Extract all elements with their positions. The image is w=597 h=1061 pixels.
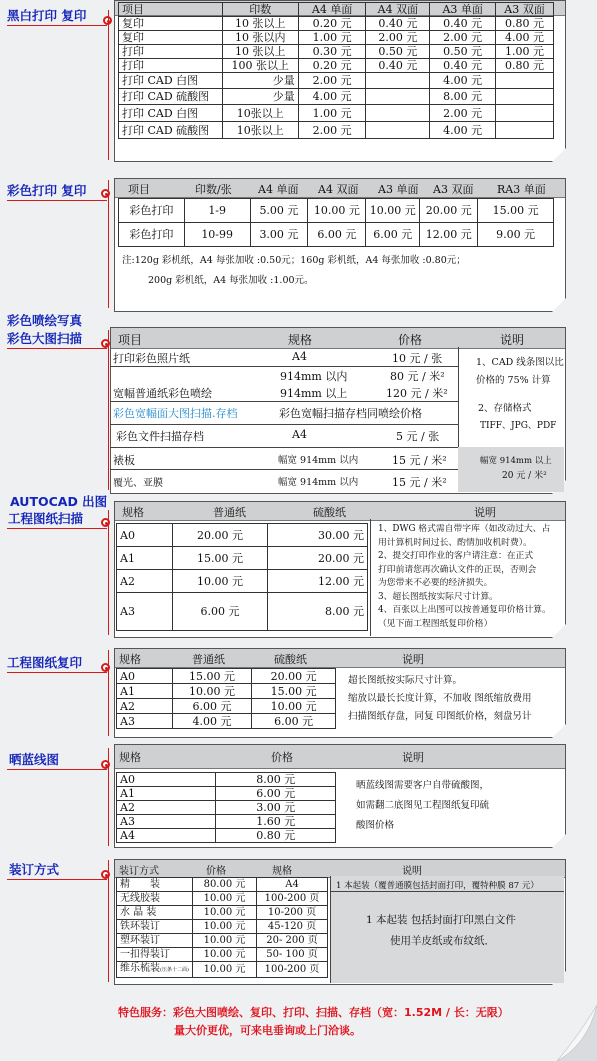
note-line: 用计算机时间过长、酌情加收机时费）。: [378, 537, 532, 548]
title-underline: [7, 348, 107, 349]
inkjet-price: 80 元 / 米²: [390, 370, 445, 383]
table-row: [117, 773, 336, 787]
cell: 1.60 元: [216, 815, 336, 829]
col-header: A4 双面: [318, 183, 359, 196]
col-header: 规格: [122, 506, 144, 519]
cell: 0.80 元: [496, 17, 554, 31]
inkjet-price: 15 元 / 米²: [392, 454, 447, 467]
cell: 10张以上: [222, 122, 298, 139]
divider: [108, 650, 109, 736]
col-header: 规格: [119, 653, 141, 666]
cell: 2.00 元: [430, 105, 496, 122]
cell: 0.40 元: [430, 17, 496, 31]
inkjet-desc: 1、CAD 线条图以比: [476, 357, 564, 368]
table-row: [119, 223, 554, 247]
divider: [108, 510, 109, 635]
binding-note: 1 本起装 包括封面打印黑白文件: [366, 914, 516, 926]
cell: A2: [117, 570, 173, 593]
cell: 9.00 元: [478, 223, 554, 247]
cell: 15.00 元: [252, 684, 336, 699]
col-header: 价格: [398, 333, 423, 347]
table-row: [117, 878, 328, 892]
cell: 塑环装订: [117, 934, 193, 948]
table-row: [117, 547, 368, 570]
cell: 1.00 元: [298, 31, 366, 45]
color-paper-note: 注:120g 彩机纸，A4 每张加收 :0.50元；160g 彩机纸，A4 每张加收 :0.80元；: [122, 255, 466, 266]
table-row: [117, 892, 328, 906]
inkjet-item: 打印彩色照片纸: [113, 352, 190, 365]
cell: 水 晶 装: [117, 906, 193, 920]
cell: 打印: [119, 59, 223, 73]
cell: 10.00 元: [192, 892, 256, 906]
table-row: [117, 699, 336, 714]
cell: 0.80 元: [216, 829, 336, 843]
cell: 100-200 页: [257, 892, 328, 906]
col-header: A3 双面: [496, 3, 554, 17]
cell: 0.30 元: [298, 45, 366, 59]
note-line: 2、提交打印作业的客户请注意：在正式: [378, 551, 534, 561]
color-price-table: [118, 198, 554, 247]
divider: [108, 330, 109, 490]
cell: 4.00 元: [298, 89, 366, 105]
cell: 12.00 元: [420, 223, 478, 247]
cell: 精 装: [117, 878, 193, 892]
section-title-eng-copy: 工程图纸复印: [7, 655, 83, 670]
cell: A1: [117, 547, 173, 570]
cell: 0.50 元: [366, 45, 430, 59]
cell: 0.40 元: [366, 59, 430, 73]
eng-copy-notes: [348, 672, 532, 726]
section-title-blueprint: 晒蓝线图: [9, 752, 60, 767]
cell: [366, 89, 430, 105]
col-divider: [370, 519, 371, 636]
inkjet-desc: 20 元 / 米²: [502, 471, 547, 481]
inkjet-desc: 幅宽 914mm 以上: [480, 456, 552, 466]
col-header: A3 双面: [433, 183, 474, 196]
inkjet-item: 裱板: [113, 454, 135, 467]
inkjet-price: 10 元 / 张: [392, 352, 443, 365]
cell: 彩色打印: [119, 199, 185, 223]
col-header: 硫酸纸: [313, 506, 346, 519]
cell: 10 张以内: [222, 31, 298, 45]
cell: 打印 CAD 硫酸图: [119, 122, 223, 139]
cell: A0: [117, 669, 173, 684]
inkjet-spec: 914mm 以内: [280, 370, 348, 383]
cell: 8.00 元: [430, 89, 496, 105]
section-title-binding: 装订方式: [9, 862, 60, 877]
cell: 100-200 页: [257, 962, 328, 978]
cell: 铁环装订: [117, 920, 193, 934]
cell: 8.00 元: [268, 593, 368, 631]
cell: 打印 CAD 白图: [119, 73, 223, 89]
cell: [496, 89, 554, 105]
cell: 3.00 元: [216, 801, 336, 815]
cell: 50- 100 页: [257, 948, 328, 962]
col-header: 项目: [128, 183, 150, 196]
eng-copy-table: [116, 668, 336, 729]
autocad-price-table: [116, 523, 368, 631]
cell: [496, 105, 554, 122]
cell: 10.00 元: [172, 684, 252, 699]
cell: 20.00 元: [420, 199, 478, 223]
inkjet-item: 宽幅普通纸彩色喷绘: [113, 387, 212, 400]
row-divider: [110, 424, 458, 425]
cell: 0.40 元: [366, 17, 430, 31]
inkjet-desc: 价格的 75% 计算: [476, 375, 551, 386]
inkjet-spec: 幅宽 914mm 以内: [278, 455, 359, 466]
table-header-row: [119, 3, 554, 17]
inkjet-item: 彩色文件扫描存档: [116, 430, 204, 443]
cell: 10-200 页: [257, 906, 328, 920]
cell: 6.00 元: [172, 699, 252, 714]
note-line: 扫描图纸存盘，同复 印图纸价格，刻盘另计: [348, 711, 532, 722]
inkjet-spec: 彩色宽幅扫描存档同喷绘价格: [279, 407, 422, 420]
col-header: 普通纸: [213, 506, 246, 519]
note-line: 超长图纸按实际尺寸计算。: [348, 675, 463, 686]
cell: 10.00 元: [252, 699, 336, 714]
cell: 一扣得装订: [117, 948, 193, 962]
cell: 15.00 元: [172, 547, 268, 570]
cell: 打印: [119, 45, 223, 59]
row-divider: [110, 401, 458, 402]
table-row: [119, 45, 554, 59]
col-header: A3 单面: [430, 3, 496, 17]
cell: 10.00 元: [192, 962, 256, 978]
cell: 10.00 元: [172, 570, 268, 593]
cell: 20.00 元: [268, 547, 368, 570]
col-header: 项目: [118, 333, 143, 347]
cell: 0.50 元: [430, 45, 496, 59]
cell: 复印: [119, 17, 223, 31]
row-divider: [110, 469, 458, 470]
title-underline: [7, 879, 107, 880]
binding-small-note: (压条十二面): [160, 967, 189, 973]
cell: 10-99: [184, 223, 250, 247]
cell: [496, 73, 554, 89]
cell: 复印: [119, 31, 223, 45]
table-row: [119, 31, 554, 45]
table-row: [119, 122, 554, 139]
cell: 打印 CAD 硫酸图: [119, 89, 223, 105]
cell: 100 张以上: [222, 59, 298, 73]
table-row: [117, 714, 336, 729]
note-line: 4、百张以上出图可以按普通复印价格计算。: [378, 605, 551, 615]
inkjet-price: 15 元 / 米²: [392, 476, 447, 489]
cell: 10 张以上: [222, 45, 298, 59]
cell: 6.00 元: [366, 223, 420, 247]
cell: 6.00 元: [308, 223, 366, 247]
binding-desc-shade: [330, 876, 564, 983]
note-line: 为您带来不必要的经济损失。: [378, 578, 493, 588]
title-underline: [7, 769, 107, 770]
cell: 2.00 元: [298, 73, 366, 89]
binding-note: 1 本起装（覆普通膜包括封面打印，覆特种膜 87 元）: [336, 881, 539, 891]
cell: 6.00 元: [252, 714, 336, 729]
cell: 4.00 元: [430, 73, 496, 89]
contact-text: 量大价更优，可来电垂询或上门洽谈。: [174, 1024, 361, 1037]
cell: A1: [117, 787, 216, 801]
title-underline: [7, 25, 107, 26]
special-services-text: 特色服务：彩色大图喷绘、复印、打印、扫描、存档（宽：1.52M / 长：无限）: [118, 1006, 509, 1019]
cell: 10 张以上: [222, 17, 298, 31]
table-row: [117, 920, 328, 934]
cell: A0: [117, 773, 216, 787]
table-row: [117, 815, 336, 829]
cell: 30.00 元: [268, 524, 368, 547]
cell: [366, 73, 430, 89]
col-divider: [330, 876, 331, 983]
bw-price-table: [118, 2, 554, 139]
binding-note: 使用羊皮纸或布纹纸．: [390, 935, 495, 947]
col-header: 印数/张: [195, 183, 232, 196]
table-row: [117, 570, 368, 593]
cell: [366, 105, 430, 122]
divider: [108, 860, 109, 982]
col-header: 规格: [272, 866, 292, 877]
col-header: 项目: [119, 3, 223, 17]
cell: 12.00 元: [268, 570, 368, 593]
col-header: 说明: [474, 506, 496, 519]
title-underline: [7, 200, 107, 201]
table-row: [119, 59, 554, 73]
inkjet-spec: A4: [292, 428, 307, 441]
cell: A2: [117, 699, 173, 714]
title-underline: [7, 672, 107, 673]
col-header: 说明: [500, 333, 525, 347]
note-line: 酸图价格: [356, 820, 395, 831]
cell: 10.00 元: [192, 906, 256, 920]
cell: 45-120 页: [257, 920, 328, 934]
col-header: 普通纸: [192, 653, 225, 666]
section-title-bw: 黑白打印 复印: [7, 8, 87, 23]
table-row: [117, 787, 336, 801]
cell: 10张以上: [222, 105, 298, 122]
cell: [496, 122, 554, 139]
cell: 8.00 元: [216, 773, 336, 787]
table-row: [119, 89, 554, 105]
cell: 20- 200 页: [257, 934, 328, 948]
col-header: A4 单面: [258, 183, 299, 196]
cell: 1.00 元: [298, 105, 366, 122]
row-divider: [330, 891, 564, 892]
section-title-eng-scan: 工程图纸扫描: [8, 511, 84, 526]
cell: 少量: [222, 73, 298, 89]
cell: 维乐梳装: [120, 963, 160, 974]
table-row: [117, 829, 336, 843]
cell: 彩色打印: [119, 223, 185, 247]
table-row: [117, 524, 368, 547]
cell: 无线胶装: [117, 892, 193, 906]
cell: 20.00 元: [252, 669, 336, 684]
col-header: 印数: [222, 3, 298, 17]
color-paper-note: 200g 彩机纸，A4 每张加收 :1.00元。: [148, 275, 314, 286]
divider: [108, 748, 109, 846]
cell: 1-9: [184, 199, 250, 223]
col-header: A3 单面: [378, 183, 419, 196]
cell: 2.00 元: [430, 31, 496, 45]
binding-table: [116, 877, 328, 978]
section-title-color: 彩色打印 复印: [7, 183, 87, 198]
table-row: [119, 17, 554, 31]
cell: 10.00 元: [192, 934, 256, 948]
col-header: A4 单面: [298, 3, 366, 17]
table-row: [117, 934, 328, 948]
inkjet-spec: 914mm 以上: [280, 387, 348, 400]
cell: 少量: [222, 89, 298, 105]
divider: [108, 180, 109, 308]
cell: 20.00 元: [172, 524, 268, 547]
section-title-inkjet: 彩色喷绘写真: [7, 313, 83, 328]
table-row: [117, 948, 328, 962]
inkjet-item: 覆光、亚膜: [113, 478, 163, 489]
blueprint-table: [116, 772, 336, 843]
note-line: 3、超长图纸按实际尺寸计算。: [378, 591, 498, 602]
col-header: 说明: [402, 751, 424, 764]
section-title-autocad: AUTOCAD 出图: [10, 494, 108, 509]
col-header: 装订方式: [119, 866, 159, 877]
table-row: [117, 801, 336, 815]
inkjet-item: 彩色宽幅面大图扫描.存档: [113, 407, 238, 420]
table-row: [117, 684, 336, 699]
cell: 0.20 元: [298, 17, 366, 31]
table-row: [117, 593, 368, 631]
cell: 打印 CAD 白图: [119, 105, 223, 122]
cell: A4: [257, 878, 328, 892]
note-line: 打印前请您再次确认文件的正误，否则会: [378, 564, 537, 575]
inkjet-price: 120 元 / 米²: [386, 387, 448, 400]
cell: 4.00 元: [172, 714, 252, 729]
cell: 2.00 元: [298, 122, 366, 139]
cell: 10.00 元: [192, 920, 256, 934]
row-divider: [110, 366, 458, 367]
title-underline: [7, 528, 107, 529]
col-header: 规格: [119, 751, 141, 764]
cell: 3.00 元: [250, 223, 308, 247]
page-curl-icon: [557, 1005, 597, 1061]
section-title-scan: 彩色大图扫描: [7, 331, 83, 346]
note-line: 如需翻二底图见工程图纸复印硫: [356, 800, 490, 811]
note-line: 缩放以最长长度计算，不加收 图纸缩放费用: [348, 693, 532, 704]
cell: [366, 122, 430, 139]
cell: 0.40 元: [430, 59, 496, 73]
divider: [108, 10, 109, 160]
inkjet-desc: TIFF、JPG、PDF: [480, 421, 557, 431]
cell: 0.80 元: [496, 59, 554, 73]
note-line: （见下面工程图纸复印价格）: [378, 618, 493, 629]
cell: 0.20 元: [298, 59, 366, 73]
table-row: [117, 962, 328, 978]
cell: A3: [117, 815, 216, 829]
cell: A3: [117, 714, 173, 729]
col-header: 价格: [206, 866, 226, 877]
cell: 15.00 元: [172, 669, 252, 684]
col-header: 说明: [402, 653, 424, 666]
col-header: A4 双面: [366, 3, 430, 17]
cell: 10.00 元: [366, 199, 420, 223]
table-row: [117, 669, 336, 684]
blueprint-notes: [356, 776, 489, 836]
cell: 15.00 元: [478, 199, 554, 223]
cell: 4.00 元: [430, 122, 496, 139]
autocad-notes: [378, 523, 551, 631]
cell: 1.00 元: [496, 45, 554, 59]
cell: A0: [117, 524, 173, 547]
cell: A2: [117, 801, 216, 815]
col-header: RA3 单面: [497, 183, 546, 196]
note-line: 1、DWG 格式需自带字库（如改动过大、占: [378, 524, 551, 534]
table-row: [119, 105, 554, 122]
col-header: 规格: [288, 333, 313, 347]
cell: 2.00 元: [366, 31, 430, 45]
cell: A3: [117, 593, 173, 631]
cell: 5.00 元: [250, 199, 308, 223]
col-header: 价格: [271, 751, 293, 764]
cell: A4: [117, 829, 216, 843]
cell: 4.00 元: [496, 31, 554, 45]
note-line: 晒蓝线图需要客户自带硫酸图，: [356, 780, 490, 791]
table-row: [119, 199, 554, 223]
inkjet-desc: 2、存储格式: [478, 403, 532, 414]
col-header: 硫酸纸: [274, 653, 307, 666]
cell: 10.00 元: [308, 199, 366, 223]
inkjet-spec: 幅宽 914mm 以内: [278, 477, 359, 488]
inkjet-price: 5 元 / 张: [396, 430, 440, 443]
cell: 80.00 元: [192, 878, 256, 892]
cell: 6.00 元: [216, 787, 336, 801]
cell: 10.00 元: [192, 948, 256, 962]
inkjet-spec: A4: [292, 350, 307, 363]
cell: 6.00 元: [172, 593, 268, 631]
table-row: [117, 906, 328, 920]
col-header: 说明: [402, 866, 422, 877]
table-row: [119, 73, 554, 89]
cell: A1: [117, 684, 173, 699]
